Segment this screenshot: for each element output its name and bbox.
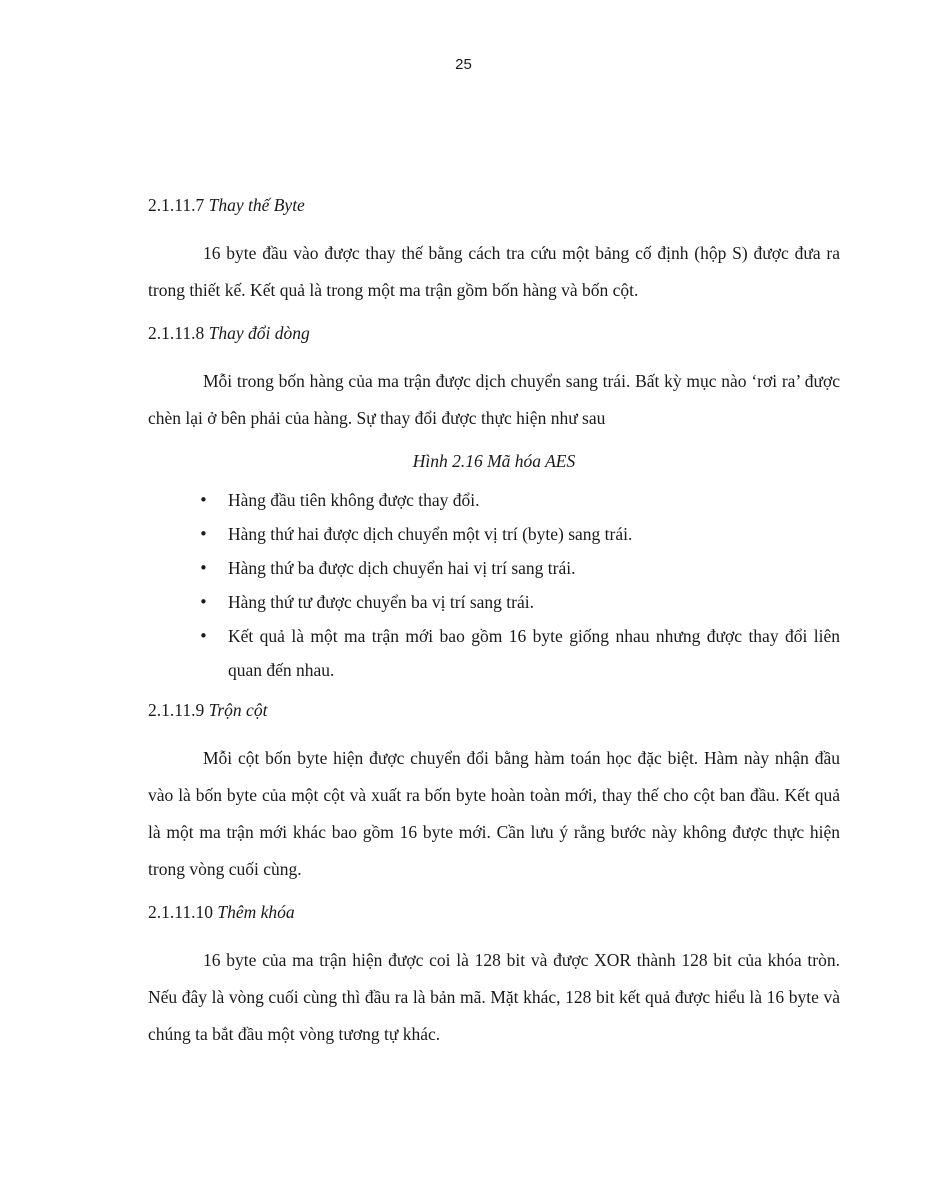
section-title: Trộn cột: [208, 700, 268, 720]
page-content: [148, 192, 840, 1064]
section-heading-2-1-11-10: [148, 899, 840, 925]
section-number: 2.1.11.8: [148, 323, 205, 343]
list-item: • Kết quả là một ma trận mới bao gồm 16 byte giống nhau nhưng được thay đổi liên quan đến nhau.: [228, 619, 840, 687]
section-paragraph: Mỗi cột bốn byte hiện được chuyển đổi bằng hàm toán học đặc biệt. Hàm này nhận đầu vào là bốn byte của một cột và xuất ra bốn byte hoàn toàn mới, thay thế cho cột ban đầu. Kết quả là một ma trận mới khác bao gồm 16 byte mới. Cần lưu ý rằng bước này không được thực hiện trong vòng cuối cùng.: [148, 748, 840, 879]
section-number: 2.1.11.7: [148, 195, 205, 215]
list-item: • Hàng đầu tiên không được thay đổi.: [228, 483, 840, 517]
section-heading-2-1-11-7: [148, 192, 840, 218]
section-number: 2.1.11.9: [148, 700, 205, 720]
section-title: Thêm khóa: [217, 902, 295, 922]
section-paragraph: 16 byte của ma trận hiện được coi là 128 bit và được XOR thành 128 bit của khóa tròn. Nếu đây là vòng cuối cùng thì đầu ra là bản mã. Mặt khác, 128 bit kết quả được hiểu là 16 byte và chúng ta bắt đầu một vòng tương tự khác.: [148, 950, 840, 1044]
page-number: 25: [455, 56, 472, 73]
list-item: • Hàng thứ ba được dịch chuyển hai vị trí sang trái.: [228, 551, 840, 585]
section-heading-2-1-11-8: [148, 320, 840, 346]
section-title: Thay thế Byte: [208, 195, 305, 215]
figure-caption: Hình 2.16 Mã hóa AES: [412, 451, 576, 471]
section-title: Thay đổi dòng: [208, 323, 310, 343]
section-number: 2.1.11.10: [148, 902, 213, 922]
list-item: • Hàng thứ tư được chuyển ba vị trí sang trái.: [228, 585, 840, 619]
bullet-list: [148, 483, 840, 687]
section-paragraph: Mỗi trong bốn hàng của ma trận được dịch chuyển sang trái. Bất kỳ mục nào ‘rơi ra’ được chèn lại ở bên phải của hàng. Sự thay đổi được thực hiện như sau: [148, 371, 840, 428]
section-paragraph: 16 byte đầu vào được thay thế bằng cách tra cứu một bảng cố định (hộp S) được đưa ra trong thiết kế. Kết quả là trong một ma trận gồm bốn hàng và bốn cột.: [148, 243, 840, 300]
section-heading-2-1-11-9: [148, 697, 840, 723]
list-item: • Hàng thứ hai được dịch chuyển một vị trí (byte) sang trái.: [228, 517, 840, 551]
